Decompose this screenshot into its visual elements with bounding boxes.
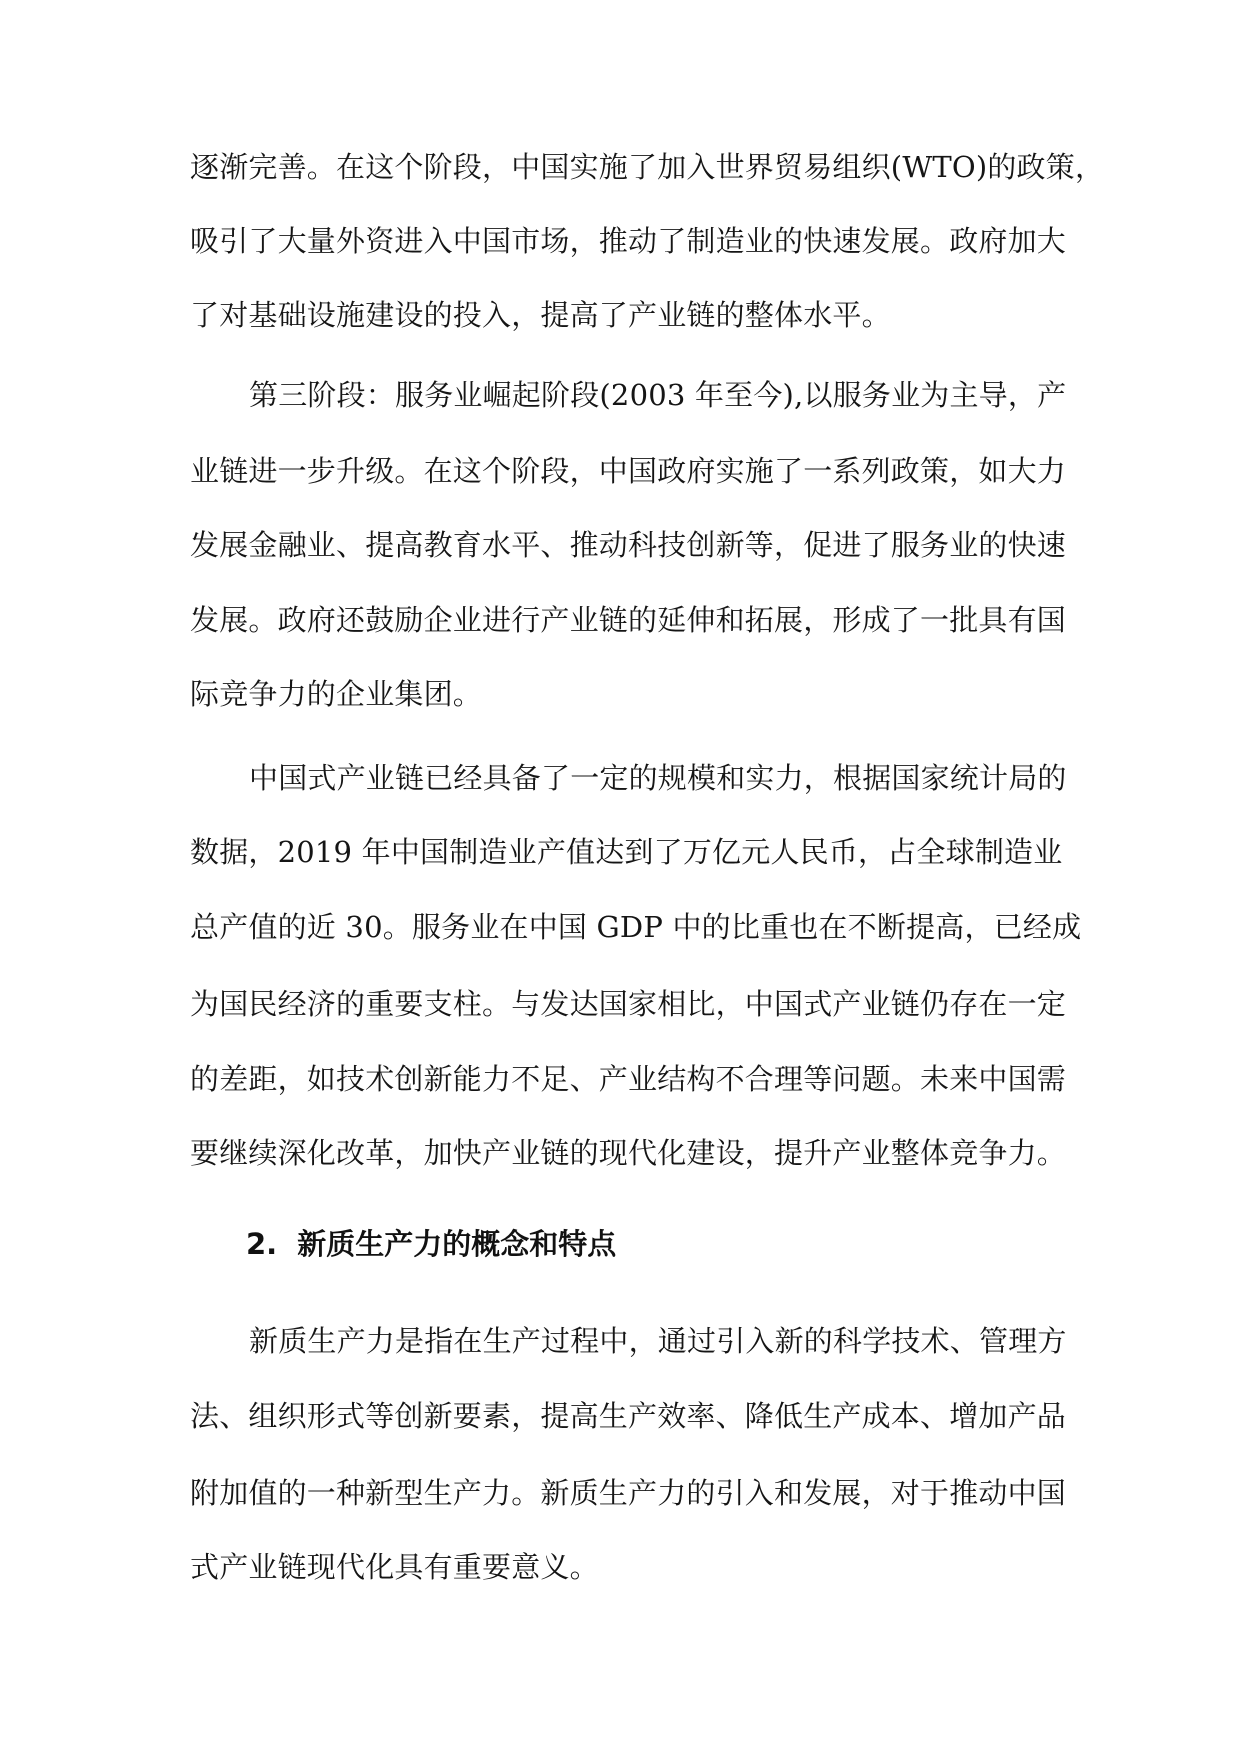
- section-heading: [246, 1220, 616, 1268]
- body-text-line: 式产业链现代化具有重要意义。: [190, 1550, 599, 1584]
- body-text-line: 的差距，如技术创新能力不足、产业结构不合理等问题。未来中国需: [190, 1062, 1067, 1096]
- body-text-line: 了对基础设施建设的投入，提高了产业链的整体水平。: [190, 298, 891, 332]
- body-text-line: 为国民经济的重要支柱。与发达国家相比，中国式产业链仍存在一定: [190, 987, 1067, 1021]
- section-number: 2.: [246, 1227, 278, 1261]
- body-text-line: 要继续深化改革，加快产业链的现代化建设，提升产业整体竞争力。: [190, 1136, 1067, 1170]
- body-text-line: 吸引了大量外资进入中国市场，推动了制造业的快速发展。政府加大: [190, 224, 1067, 258]
- body-text-line: 发展。政府还鼓励企业进行产业链的延伸和拓展，形成了一批具有国: [190, 603, 1067, 637]
- body-text-line: 发展金融业、提高教育水平、推动科技创新等，促进了服务业的快速: [190, 528, 1067, 562]
- section-title: 新质生产力的概念和特点: [297, 1227, 617, 1261]
- paragraph-first-line: 第三阶段：服务业崛起阶段(2003 年至今),以服务业为主导，产: [249, 378, 1067, 412]
- body-text-line: 业链进一步升级。在这个阶段，中国政府实施了一系列政策，如大力: [190, 454, 1067, 488]
- body-text-line: 际竞争力的企业集团。: [190, 677, 483, 711]
- paragraph-first-line: 中国式产业链已经具备了一定的规模和实力，根据国家统计局的: [249, 761, 1067, 795]
- body-text-line: 数据，2019 年中国制造业产值达到了万亿元人民币，占全球制造业: [190, 835, 1063, 869]
- paragraph-first-line: 新质生产力是指在生产过程中，通过引入新的科学技术、管理方: [249, 1324, 1067, 1358]
- body-text-line: 逐渐完善。在这个阶段，中国实施了加入世界贸易组织(WTO)的政策，: [190, 150, 1105, 184]
- body-text-line: 总产值的近 30。服务业在中国 GDP 中的比重也在不断提高，已经成: [190, 910, 1082, 944]
- body-text-line: 法、组织形式等创新要素，提高生产效率、降低生产成本、增加产品: [190, 1399, 1067, 1433]
- body-text-line: 附加值的一种新型生产力。新质生产力的引入和发展，对于推动中国: [190, 1476, 1067, 1510]
